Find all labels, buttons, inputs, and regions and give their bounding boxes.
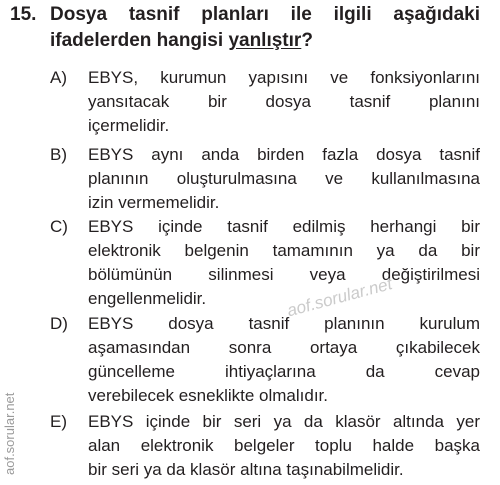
option-letter: C) — [50, 217, 68, 236]
option-a[interactable] — [50, 66, 480, 138]
watermark-side: aof.sorular.net — [2, 392, 17, 475]
question-number: 15. — [10, 4, 37, 25]
option-letter: A) — [50, 68, 67, 87]
question-stem — [50, 2, 480, 54]
option-text — [88, 66, 480, 138]
question-mark: ? — [301, 30, 313, 51]
option-text-line: alan elektronik belgeler toplu halde başka — [88, 436, 480, 455]
option-d[interactable] — [50, 312, 480, 408]
option-text-line: EBYS içinde tasnif edilmiş herhangi bir — [88, 217, 480, 236]
option-text-line: aşamasından sonra ortaya çıkabilecek — [88, 338, 480, 357]
option-text-line: EBYS, kurumun yapısını ve fonksiyonlarını — [88, 68, 480, 87]
option-text-line: yansıtacak bir dosya tasnif planını — [88, 92, 480, 111]
option-c[interactable] — [50, 215, 480, 311]
option-letter: D) — [50, 314, 68, 333]
option-text-line: güncelleme ihtiyaçlarına da cevap — [88, 362, 480, 381]
watermark-diagonal: aof.sorular.net — [285, 274, 395, 321]
option-letter: E) — [50, 412, 67, 431]
option-text-line: EBYS aynı anda birden fazla dosya tasnif — [88, 145, 480, 164]
option-e[interactable] — [50, 410, 480, 482]
option-text — [88, 143, 480, 215]
option-text-line: EBYS içinde bir seri ya da klasör altında yer — [88, 412, 480, 431]
option-text-line: engellenmelidir. — [88, 289, 207, 308]
option-text-line: bir seri ya da klasör altına taşınabilmelidir. — [88, 460, 404, 479]
question-line-1: Dosya tasnif planları ile ilgili aşağıdaki — [50, 4, 480, 25]
option-text-line: planının oluşturulmasına ve kullanılmasına — [88, 169, 480, 188]
option-text-line: bölümünün silinmesi veya değiştirilmesi — [88, 265, 480, 284]
option-text-line: elektronik belgenin tamamının ya da bir — [88, 241, 480, 260]
option-text-line: izin vermemelidir. — [88, 193, 220, 212]
option-letter: B) — [50, 145, 67, 164]
option-b[interactable] — [50, 143, 480, 215]
question-emphasis: yanlıştır — [228, 30, 302, 51]
question-line-2 — [50, 28, 480, 54]
option-text — [88, 215, 480, 311]
option-text-line: EBYS dosya tasnif planının kurulum — [88, 314, 480, 333]
option-text-line: içermelidir. — [88, 116, 170, 135]
option-text-line: verebilecek esneklikte olmalıdır. — [88, 386, 329, 405]
option-text — [88, 312, 480, 408]
option-text — [88, 410, 480, 482]
question-text-part: ifadelerden hangisi — [50, 30, 229, 51]
